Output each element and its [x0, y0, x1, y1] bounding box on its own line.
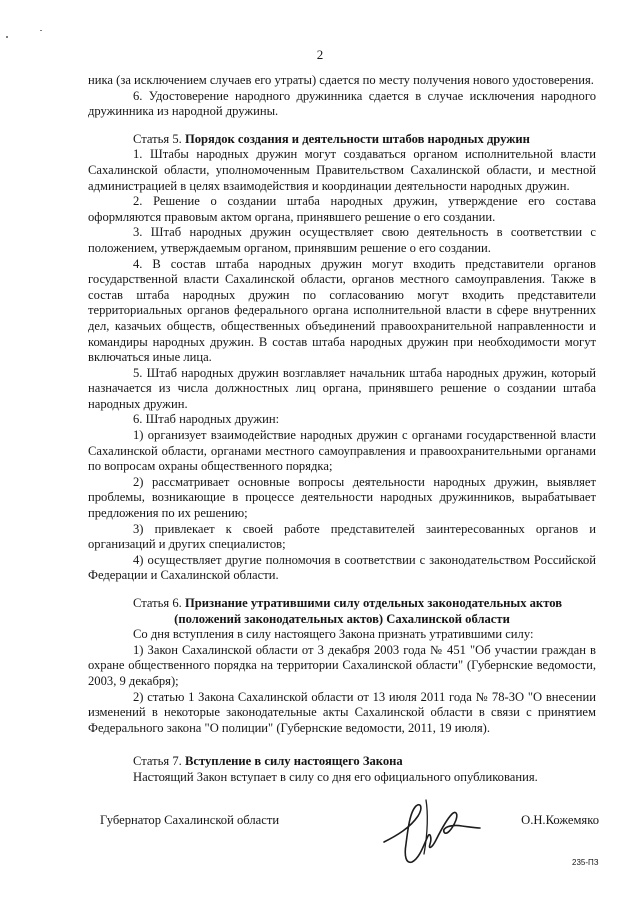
list-item: 1) организует взаимодействие народных дружин с органами государственной власти Сахалинской области, органами местного самоуправления и правоохранительными органами по вопросам охраны общественного порядка; [88, 428, 596, 474]
article-title-continued: (положений законодательных актов) Сахалинской области [174, 611, 510, 626]
article-7-heading [88, 754, 596, 770]
paragraph: 6. Удостоверение народного дружинника сдается в случае исключения народного дружинника из народной дружины. [88, 88, 596, 119]
article-prefix: Статья 6. [133, 596, 182, 610]
article-title: Порядок создания и деятельности штабов народных дружин [184, 131, 530, 146]
document-body [88, 73, 596, 786]
paragraph: Настоящий Закон вступает в силу со дня его официального опубликования. [133, 769, 538, 784]
list-item: 4) осуществляет другие полномочия в соответствии с законодательством Российской Федерации и Сахалинской области. [88, 552, 596, 583]
signatory-name: О.Н.Кожемяко [521, 813, 599, 827]
paragraph: 5. Штаб народных дружин возглавляет начальник штаба народных дружин, который назначается из числа должностных лиц органа, принявшего решение о создании штаба народных дружин. [88, 365, 596, 411]
article-6-heading [88, 596, 596, 627]
article-title: Признание утратившими силу отдельных законодательных актов [184, 596, 562, 610]
scan-speck [40, 30, 42, 31]
handwritten-signature [366, 792, 486, 872]
list-item: 2) статью 1 Закона Сахалинской области от 13 июля 2011 года № 78-ЗО "О внесении изменений в некоторые законодательные акты Сахалинской области в связи с принятием Федерального закона "О полиции" (Губернские ведомости, 2011, 19 июля). [88, 689, 596, 735]
paragraph: Со дня вступления в силу настоящего Закона признать утратившими силу: [133, 627, 534, 642]
paragraph: 4. В состав штаба народных дружин могут входить представители органов государственной власти Сахалинской области, органов местного самоуправления. Также в состав штаба народных дружин по согласованию могут входить представители территориальных органов федерального органа исполнительной власти в сфере внутренних дел, казачьих обществ, общественных объединений правоохранительной направленности и командиры народных дружин. В состав штаба народных дружин при необходимости могут включаться иные лица. [88, 256, 596, 365]
scan-speck [6, 36, 8, 38]
document-code: 235-ПЗ [572, 858, 599, 867]
page-number: 2 [316, 47, 324, 62]
signatory-role: Губернатор Сахалинской области [100, 813, 280, 827]
article-title: Вступление в силу настоящего Закона [184, 754, 403, 769]
article-prefix: Статья 5. [133, 131, 182, 146]
list-item: 3) привлекает к своей работе представителей заинтересованных органов и организаций и других специалистов; [88, 521, 596, 552]
paragraph: 2. Решение о создании штаба народных дружин, утверждение его состава оформляются правовым актом органа, принявшего решение о его создании. [88, 194, 596, 224]
list-item: 1) Закон Сахалинской области от 3 декабря 2003 года № 451 "Об участии граждан в охране общественного порядка на территории Сахалинской области" (Губернские ведомости, 2003, 9 декабря); [88, 642, 596, 688]
signature-block [88, 802, 603, 862]
paragraph: 1. Штабы народных дружин могут создаваться органом исполнительной власти Сахалинской области, уполномоченным Правительством Сахалинской области, и местной администрацией в целях взаимодействия и координации деятельности народных дружин. [88, 147, 596, 193]
paragraph: ника (за исключением случаев его утраты) сдается по месту получения нового удостоверения. [88, 73, 594, 87]
paragraph: 3. Штаб народных дружин осуществляет свою деятельность в соответствии с положением, утверждаемым органом, принявшим решение о его создании. [88, 225, 596, 255]
paragraph: 6. Штаб народных дружин: [133, 412, 280, 427]
article-prefix: Статья 7. [133, 754, 182, 769]
list-item: 2) рассматривает основные вопросы деятельности народных дружин, выявляет проблемы, возникающие в процессе деятельности народных дружинников, вырабатывает предложения по их решению; [88, 474, 596, 521]
article-5-heading [88, 132, 596, 148]
